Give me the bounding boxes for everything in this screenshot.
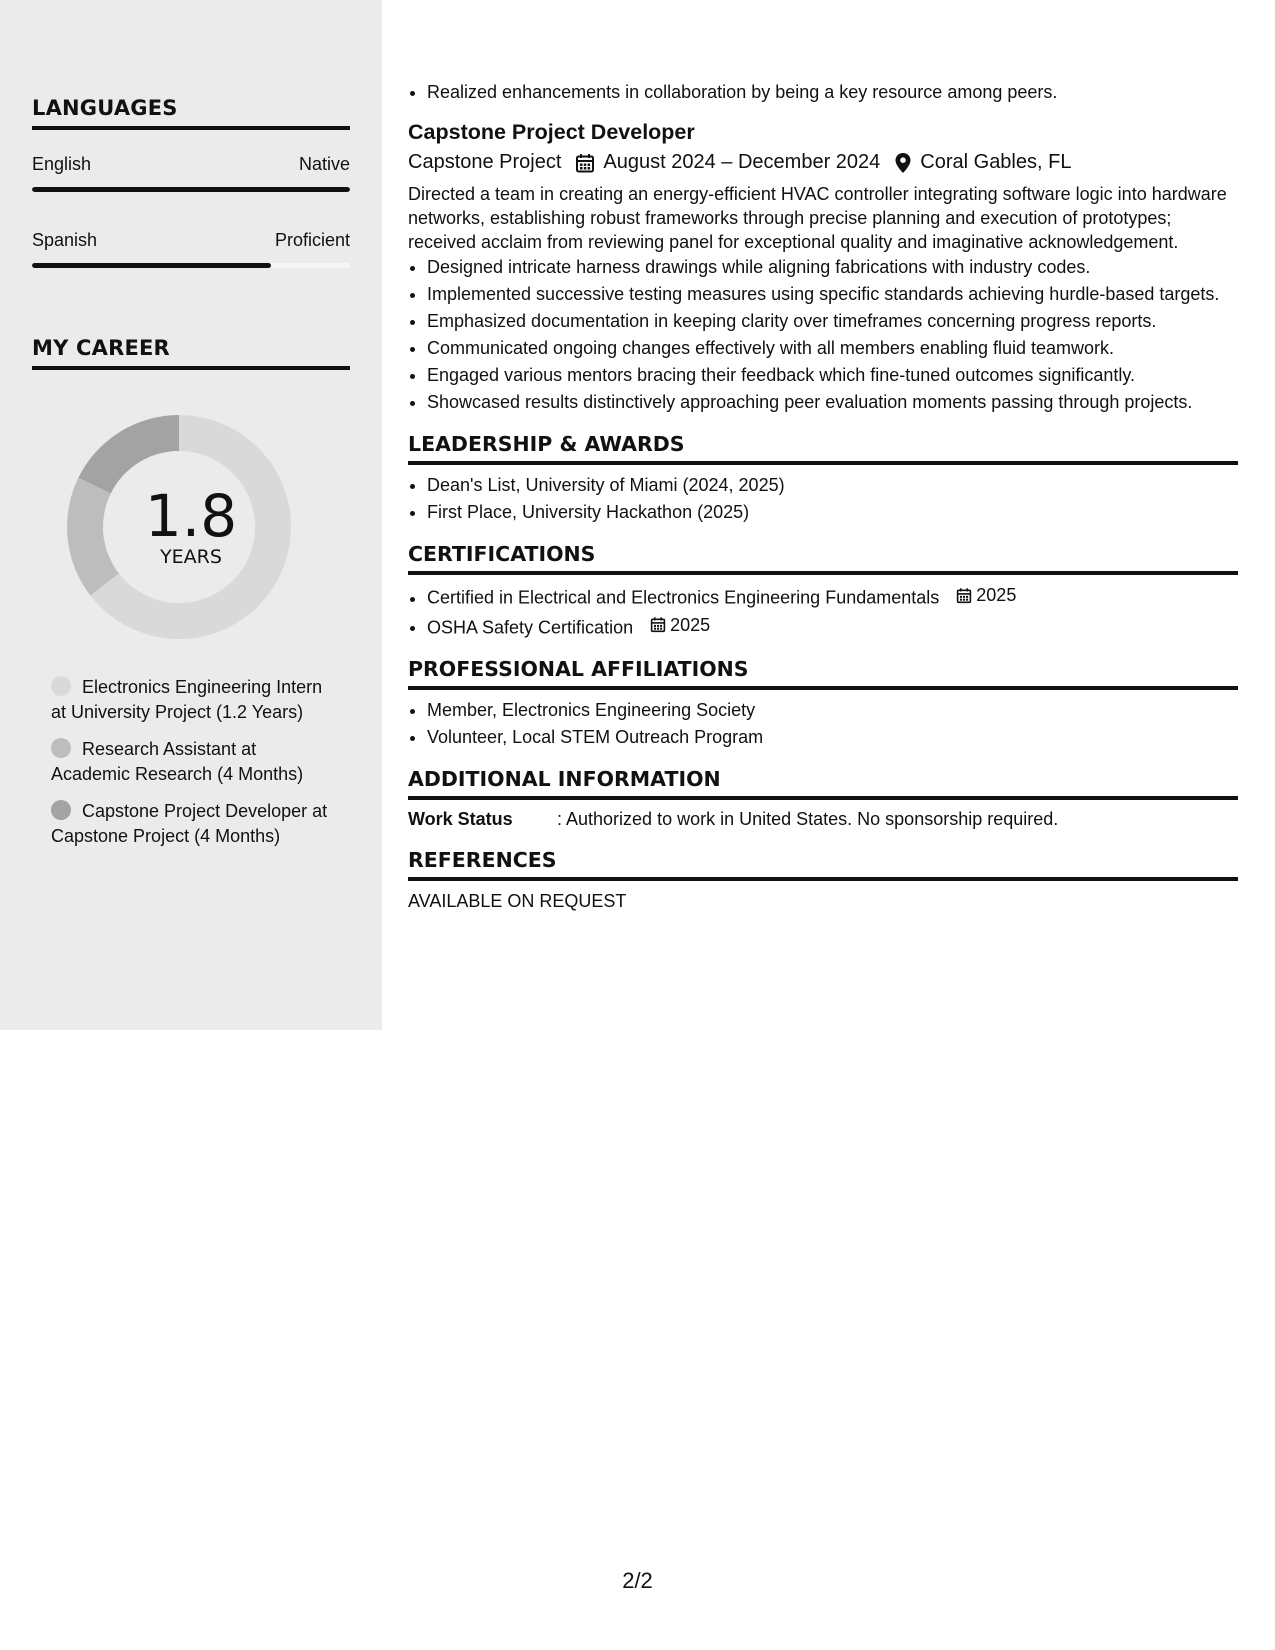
list-item: • Designed intricate harness drawings while aligning fabrications with industry codes. (427, 255, 1238, 279)
legend-label: Research Assistant at Academic Research (4 Months) (51, 739, 304, 784)
leadership-list (408, 473, 1238, 524)
languages-heading: LANGUAGES (32, 96, 350, 130)
job-description: Directed a team in creating an energy-efficient HVAC controller integrating software logic into hardware networks, establishing robust frameworks through precise planning and execution of prototypes; received acclaim from reviewing panel for exceptional quality and imaginative acknowledgement. (408, 184, 1227, 252)
language-level: Native (298, 154, 350, 174)
list-item: • Dean's List, University of Miami (2024, 2025) (427, 473, 1238, 497)
languages-section (32, 96, 350, 268)
certifications-section (408, 542, 1238, 639)
certification-date (650, 613, 710, 637)
career-section (32, 336, 350, 370)
language-row-english (32, 154, 350, 175)
career-heading: MY CAREER (32, 336, 350, 370)
references-section (408, 848, 1238, 912)
language-name: Spanish (32, 230, 98, 250)
affiliations-section (408, 657, 1238, 749)
list-item: • Realized enhancements in collaboration by being a key resource among peers. (427, 80, 1238, 104)
work-status-label: Work Status (408, 809, 513, 829)
career-unit-label: YEARS (160, 546, 222, 568)
career-total-years: 1.8 (144, 482, 238, 550)
additional-info-section (408, 767, 1238, 830)
list-item: • Engaged various mentors bracing their feedback which fine-tuned outcomes significantly. (427, 363, 1238, 387)
certification-year: 2025 (976, 585, 1017, 605)
leadership-section (408, 432, 1238, 524)
certification-date (956, 583, 1016, 607)
job-bullet-list (408, 255, 1238, 414)
job-title: Capstone Project Developer (408, 120, 695, 144)
work-status-row (408, 809, 1238, 830)
certifications-list (408, 583, 1238, 639)
references-text: AVAILABLE ON REQUEST (408, 891, 627, 911)
list-item: • Emphasized documentation in keeping clarity over timeframes concerning progress reports. (427, 309, 1238, 333)
job-dates: August 2024 – December 2024 (603, 151, 881, 173)
job-entry (408, 120, 1238, 414)
list-item (427, 583, 1238, 610)
sidebar (0, 0, 382, 1030)
language-bar-english (32, 187, 350, 192)
job-meta (408, 151, 1238, 174)
job-company: Capstone Project (408, 151, 562, 173)
language-bar-fill (32, 263, 271, 268)
legend-item (51, 799, 331, 849)
main-content (408, 0, 1238, 912)
certifications-heading: CERTIFICATIONS (408, 542, 1238, 575)
career-legend (51, 675, 331, 861)
language-row-spanish (32, 230, 350, 251)
additional-info-heading: ADDITIONAL INFORMATION (408, 767, 1238, 800)
leadership-heading: LEADERSHIP & AWARDS (408, 432, 1238, 465)
location-pin-icon (894, 152, 912, 174)
legend-label: Capstone Project Developer at Capstone Project (4 Months) (51, 801, 328, 846)
affiliations-list (408, 698, 1238, 749)
certification-name: Certified in Electrical and Electronics Engineering Fundamentals (427, 587, 940, 608)
page-number: 2/2 (622, 1568, 653, 1593)
list-item: • First Place, University Hackathon (2025) (427, 500, 1238, 524)
language-name: English (32, 154, 92, 174)
legend-item (51, 737, 331, 787)
language-bar-spanish (32, 263, 350, 268)
list-item: • Implemented successive testing measures using specific standards achieving hurdle-based targets. (427, 282, 1238, 306)
legend-label: Electronics Engineering Intern at University Project (1.2 Years) (51, 677, 323, 722)
calendar-icon (650, 616, 666, 633)
list-item: • Communicated ongoing changes effectively with all members enabling fluid teamwork. (427, 336, 1238, 360)
language-level: Proficient (274, 230, 350, 250)
top-bullet-list (408, 80, 1238, 104)
list-item: • Showcased results distinctively approaching peer evaluation moments passing through projects. (427, 390, 1238, 414)
career-donut-chart (32, 412, 350, 642)
calendar-icon (575, 153, 595, 173)
references-heading: REFERENCES (408, 848, 1238, 881)
job-location: Coral Gables, FL (920, 151, 1072, 173)
language-bar-fill (32, 187, 350, 192)
legend-dot (51, 676, 71, 696)
legend-item (51, 675, 331, 725)
affiliations-heading: PROFESSIONAL AFFILIATIONS (408, 657, 1238, 690)
calendar-icon (956, 587, 972, 604)
legend-dot (51, 800, 71, 820)
list-item (427, 613, 1238, 640)
list-item: • Volunteer, Local STEM Outreach Program (427, 725, 1238, 749)
certification-year: 2025 (670, 614, 711, 635)
list-item: • Member, Electronics Engineering Society (427, 698, 1238, 722)
certification-name: OSHA Safety Certification (427, 617, 634, 637)
legend-dot (51, 738, 71, 758)
work-status-value: : Authorized to work in United States. No sponsorship required. (557, 809, 1059, 829)
